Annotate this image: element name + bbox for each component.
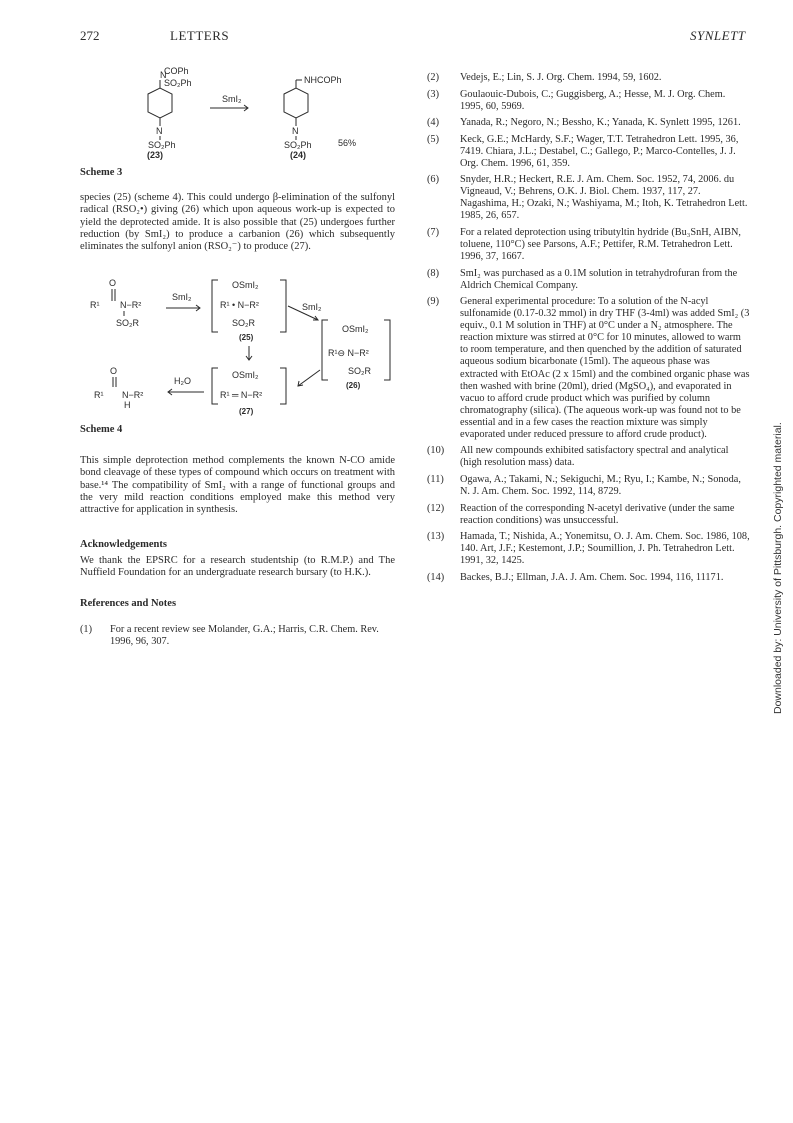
reference-text: SmI₂ was purchased as a 0.1M solution in tetrahydrofuran from the Aldrich Chemical Company. xyxy=(460,267,738,291)
reference-text: Backes, B.J.; Ellman, J.A. J. Am. Chem. Soc. 1994, 116, 11171. xyxy=(460,571,724,583)
reference-text: Hamada, T.; Nishida, A.; Yonemitsu, O. J. Am. Chem. Soc. 1986, 108, 140. Art, J.F.; Kestemont, J.P.; Soumillion, J. Ph. Tetrahedron Lett. 1991, 32, 1425. xyxy=(460,531,750,567)
reference-item xyxy=(427,296,750,441)
reference-text: Keck, G.E.; McHardy, S.F.; Wager, T.T. Tetrahedron Lett. 1995, 36, 7419. Chiara, J.L.; Destabel, C.; Gallego, P.; Marco-Contelles, J. J. Org. Chem. 1996, 61, 359. xyxy=(460,133,739,169)
svg-text:SO₂R: SO₂R xyxy=(348,366,371,376)
section-title: LETTERS xyxy=(170,28,230,43)
reference-number: (3) xyxy=(427,88,440,100)
reference-text: General experimental procedure: To a solution of the N-acyl sulfonamide (0.17-0.32 mmol) in dry THF (3-4ml) was added SmI₂ (3 equiv., 0.1 M solution in THF) at 0°C under a N₂ atmosphere. The reaction mixture was stirred at 0°C for 10 minutes, allowed to warm to room temperature, and then quenched by the addition of saturated aqueous sodium bicarbonate (15ml). The aqueous phase was extracted with EtOAc (2 x 15ml) and the combined organic phase was then washed with brine (20ml), dried (MgSO₄), and evaporated in vacuo to afford crude product which was purified by column chromatography (silica). (The aqueous work-up was found not to be essential and in a few cases the reaction mixture was simply evaporated under reduced pressure to afford crude product). xyxy=(460,296,750,440)
svg-text:N: N xyxy=(156,126,163,136)
reference-number: (10) xyxy=(427,445,445,457)
svg-text:N: N xyxy=(160,70,167,80)
yield-label: 56% xyxy=(338,138,357,148)
reference-item xyxy=(427,503,750,527)
svg-text:NHCOPh: NHCOPh xyxy=(304,75,342,85)
reference-number: (12) xyxy=(427,502,445,514)
body-paragraph-1: species (25) (scheme 4). This could undergo β-elimination of the sulfonyl radical (RSO₂•) giving (26) which upon aqueous work-up is expected to yield the deprotected amide. It is also possible that (25) undergoes further reduction (by SmI₂) to produce a carbanion (26) which subsequently eliminates the sulfonyl anion (RSO₂⁻) to produce (27). xyxy=(80,192,395,253)
reference-item xyxy=(427,227,750,263)
svg-text:SO₂Ph: SO₂Ph xyxy=(164,78,192,88)
svg-text:SO₂Ph: SO₂Ph xyxy=(148,140,176,150)
svg-text:R¹: R¹ xyxy=(90,300,100,310)
reference-item xyxy=(427,89,750,113)
reference-number: (5) xyxy=(427,133,440,145)
reference-text: For a related deprotection using tributyltin hydride (Bu₃SnH, AIBN, toluene, 110°C) see Parsons, A.F.; Pettifer, R.M. Tetrahedron Lett. 1996, 37, 1667. xyxy=(460,227,741,263)
svg-text:OSmI₂: OSmI₂ xyxy=(342,324,369,334)
svg-text:(25): (25) xyxy=(239,333,254,342)
svg-text:N−R²: N−R² xyxy=(122,390,144,400)
svg-text:R¹ ═ N−R²: R¹ ═ N−R² xyxy=(220,390,263,400)
reference-item xyxy=(427,174,750,222)
svg-text:R¹: R¹ xyxy=(94,390,104,400)
reference-text: For a recent review see Molander, G.A.; Harris, C.R. Chem. Rev. 1996, 96, 307. xyxy=(110,624,379,647)
compound-24-label: (24) xyxy=(290,150,307,160)
reference-number: (2) xyxy=(427,72,440,83)
reference-item xyxy=(427,572,750,584)
svg-text:(26): (26) xyxy=(346,381,361,390)
reference-number: (6) xyxy=(427,174,440,186)
svg-text:SO₂Ph: SO₂Ph xyxy=(284,140,312,150)
reference-number: (9) xyxy=(427,296,440,308)
body-paragraph-2: This simple deprotection method complements the known N-CO amide bond cleavage of these types of compound which occurs on treatment with base.¹⁴ The compatibility of SmI₂ with a range of functional groups and the very mild reaction conditions employed make this method very attractive for application in synthesis. xyxy=(80,455,395,516)
svg-text:(27): (27) xyxy=(239,407,254,416)
acknowledgements-heading: Acknowledgements xyxy=(80,539,167,550)
scheme-4-label: Scheme 4 xyxy=(80,424,123,435)
reference-item xyxy=(80,624,395,648)
reference-item xyxy=(427,531,750,567)
scheme-3-label: Scheme 3 xyxy=(80,167,123,178)
svg-text:OSmI₂: OSmI₂ xyxy=(232,370,259,380)
reference-number: (7) xyxy=(427,227,440,239)
page-number: 272 xyxy=(80,28,100,43)
svg-text:H₂O: H₂O xyxy=(174,376,191,386)
svg-text:O: O xyxy=(109,278,117,288)
reference-text: Snyder, H.R.; Heckert, R.E. J. Am. Chem. Soc. 1952, 74, 2006. du Vigneaud, V.; Behrens, O.K. J. Biol. Chem. 1937, 117, 27. Nagashima, H.; Ozaki, N.; Washiyama, M.; Itoh, K. Tetrahedron Lett. 1985, 26, 657. xyxy=(460,174,748,222)
compound-23-label: (23) xyxy=(147,150,164,160)
reference-item xyxy=(427,474,750,498)
reference-text: Yanada, R.; Negoro, N.; Bessho, K.; Yanada, K. Synlett 1995, 1261. xyxy=(460,117,741,129)
svg-text:SmI₂: SmI₂ xyxy=(302,302,322,312)
reference-text: All new compounds exhibited satisfactory spectral and analytical (high resolution mass) data. xyxy=(460,445,729,469)
reference-item xyxy=(427,72,750,84)
reference-item xyxy=(427,134,750,170)
references-heading: References and Notes xyxy=(80,598,177,609)
reference-text: Ogawa, A.; Takami, N.; Sekiguchi, M.; Ryu, I.; Kambe, N.; Sonoda, N. J. Am. Chem. Soc. 1992, 114, 8729. xyxy=(460,473,741,497)
download-watermark: Downloaded by: University of Pittsburgh. Copyrighted material. xyxy=(772,422,784,714)
reference-number: (13) xyxy=(427,531,445,543)
svg-text:O: O xyxy=(110,366,118,376)
svg-text:H: H xyxy=(124,400,131,410)
acknowledgements-text: We thank the EPSRC for a research studentship (to R.M.P.) and The Nuffield Foundation for an undergraduate research bursary (to H.K.). xyxy=(80,555,395,579)
svg-text:OSmI₂: OSmI₂ xyxy=(232,280,259,290)
reference-number: (8) xyxy=(427,267,440,279)
reference-number: (4) xyxy=(427,117,440,129)
svg-text:SO₂R: SO₂R xyxy=(116,318,139,328)
reference-number: (11) xyxy=(427,473,444,485)
reference-number: (14) xyxy=(427,571,445,583)
svg-text:COPh: COPh xyxy=(164,66,189,76)
reference-item xyxy=(427,117,750,129)
svg-text:SmI₂: SmI₂ xyxy=(222,94,242,104)
reference-item xyxy=(427,445,750,469)
svg-text:N: N xyxy=(292,126,299,136)
reference-text: Reaction of the corresponding N-acetyl derivative (under the same reaction conditions) was unsuccessful. xyxy=(460,502,735,526)
svg-text:SmI₂: SmI₂ xyxy=(172,292,192,302)
svg-text:R¹⊖ N−R²: R¹⊖ N−R² xyxy=(328,348,369,358)
reference-text: Goulaouic-Dubois, C.; Guggisberg, A.; Hesse, M. J. Org. Chem. 1995, 60, 5969. xyxy=(460,88,726,112)
scheme-4-figure xyxy=(84,276,400,416)
svg-text:SO₂R: SO₂R xyxy=(232,318,255,328)
reference-text: Vedejs, E.; Lin, S. J. Org. Chem. 1994, 59, 1602. xyxy=(460,72,662,83)
svg-text:N−R²: N−R² xyxy=(120,300,142,310)
svg-text:R¹ • N−R²: R¹ • N−R² xyxy=(220,300,259,310)
references-list xyxy=(427,72,750,588)
reference-item xyxy=(427,268,750,292)
journal-name: SYNLETT xyxy=(690,28,746,43)
reference-number: (1) xyxy=(80,624,93,635)
